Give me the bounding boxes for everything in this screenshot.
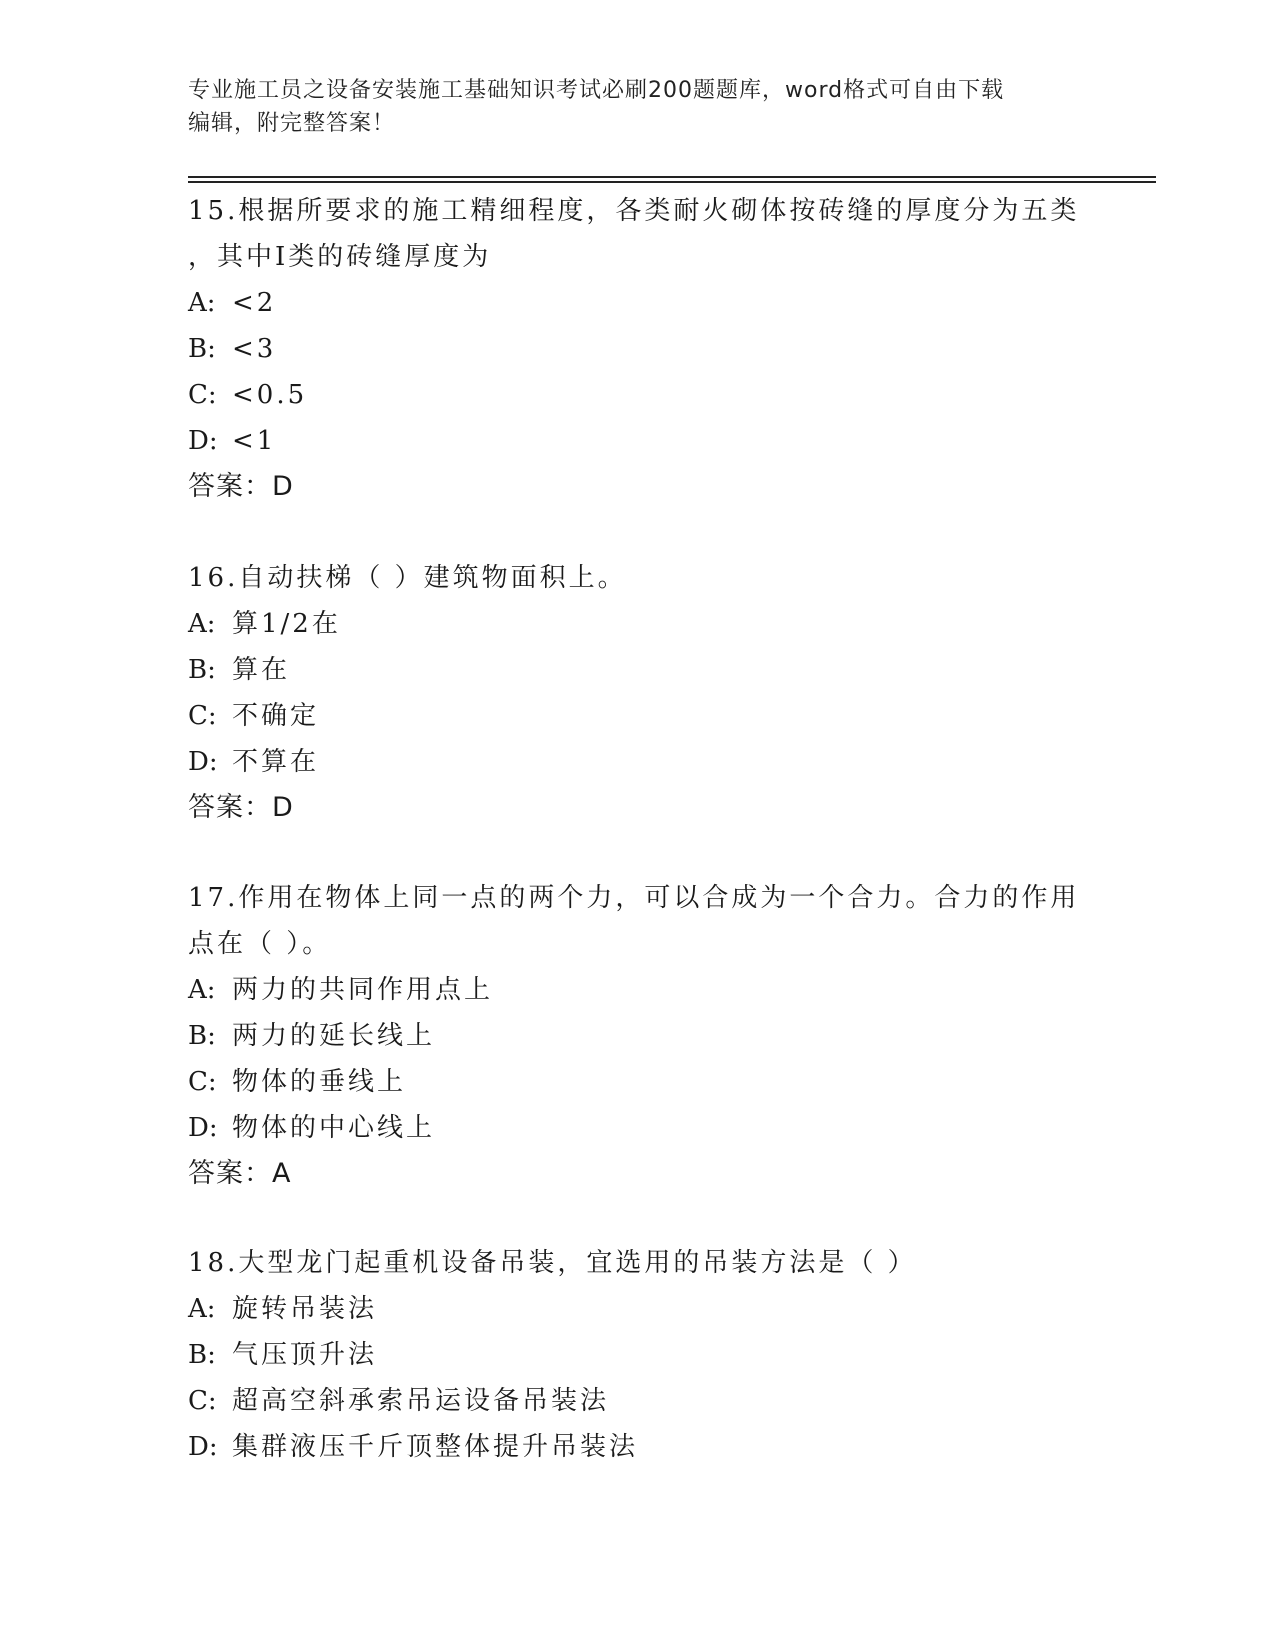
option-text: 旋转吊装法 [232,1294,378,1324]
question-stem-line: 17.作用在物体上同一点的两个力，可以合成为一个合力。合力的作用 [188,883,1080,913]
option-letter: A: [188,288,216,318]
header-divider-bottom [188,181,1156,183]
option-b [188,326,1088,372]
option-letter: B: [188,1021,216,1051]
option-b [188,647,1088,693]
option-text: 算在 [232,655,291,685]
question-16 [188,555,1088,831]
option-c [188,1059,1088,1105]
option-letter: C: [188,380,217,410]
header-divider-top [188,176,1156,178]
answer-line: 答案：D [188,792,294,823]
option-c [188,1378,1088,1424]
option-a [188,280,1088,326]
option-text: <1 [232,426,277,456]
question-17 [188,875,1088,1197]
option-b [188,1013,1088,1059]
option-letter: B: [188,334,216,364]
option-letter: D: [188,747,218,777]
option-letter: A: [188,1294,216,1324]
option-letter: C: [188,1067,217,1097]
option-letter: A: [188,975,216,1005]
option-text: 物体的垂线上 [232,1067,407,1097]
option-d [188,739,1088,785]
question-stem-line: ，其中Ⅰ类的砖缝厚度为 [188,242,492,272]
option-c [188,693,1088,739]
option-text: 两力的共同作用点上 [232,975,494,1005]
option-text: 两力的延长线上 [232,1021,436,1051]
option-letter: A: [188,609,216,639]
option-d [188,1105,1088,1151]
question-15 [188,188,1088,510]
question-stem-line: 18.大型龙门起重机设备吊装，宜选用的吊装方法是（ ） [188,1248,917,1278]
option-text: 气压顶升法 [232,1340,378,1370]
header-line-1: 专业施工员之设备安装施工基础知识考试必刷200题题库，word格式可自由下载 [188,78,1005,103]
question-18 [188,1240,1088,1470]
option-text: 不算在 [232,747,320,777]
question-stem-line: 16.自动扶梯（ ）建筑物面积上。 [188,563,627,593]
option-c [188,372,1088,418]
option-a [188,967,1088,1013]
option-b [188,1332,1088,1378]
option-text: 算1/2在 [232,609,341,639]
option-a [188,1286,1088,1332]
option-text: 不确定 [232,701,320,731]
option-letter: D: [188,426,218,456]
option-d [188,418,1088,464]
option-text: 超高空斜承索吊运设备吊装法 [232,1386,610,1416]
question-stem-line: 点在（ ）。 [188,929,332,959]
option-text: 物体的中心线上 [232,1113,436,1143]
option-text: <0.5 [232,380,308,410]
option-letter: D: [188,1113,218,1143]
option-letter: B: [188,1340,216,1370]
header-line-2: 编辑，附完整答案！ [188,111,396,136]
answer-line: 答案：D [188,471,294,502]
option-text: <2 [232,288,277,318]
option-letter: C: [188,701,217,731]
question-stem-line: 15.根据所要求的施工精细程度，各类耐火砌体按砖缝的厚度分为五类 [188,196,1080,226]
option-text: <3 [232,334,277,364]
option-letter: B: [188,655,216,685]
document-header [188,74,1068,140]
option-letter: C: [188,1386,217,1416]
option-letter: D: [188,1432,218,1462]
option-a [188,601,1088,647]
option-text: 集群液压千斤顶整体提升吊装法 [232,1432,639,1462]
answer-line: 答案：A [188,1158,292,1189]
option-d [188,1424,1088,1470]
